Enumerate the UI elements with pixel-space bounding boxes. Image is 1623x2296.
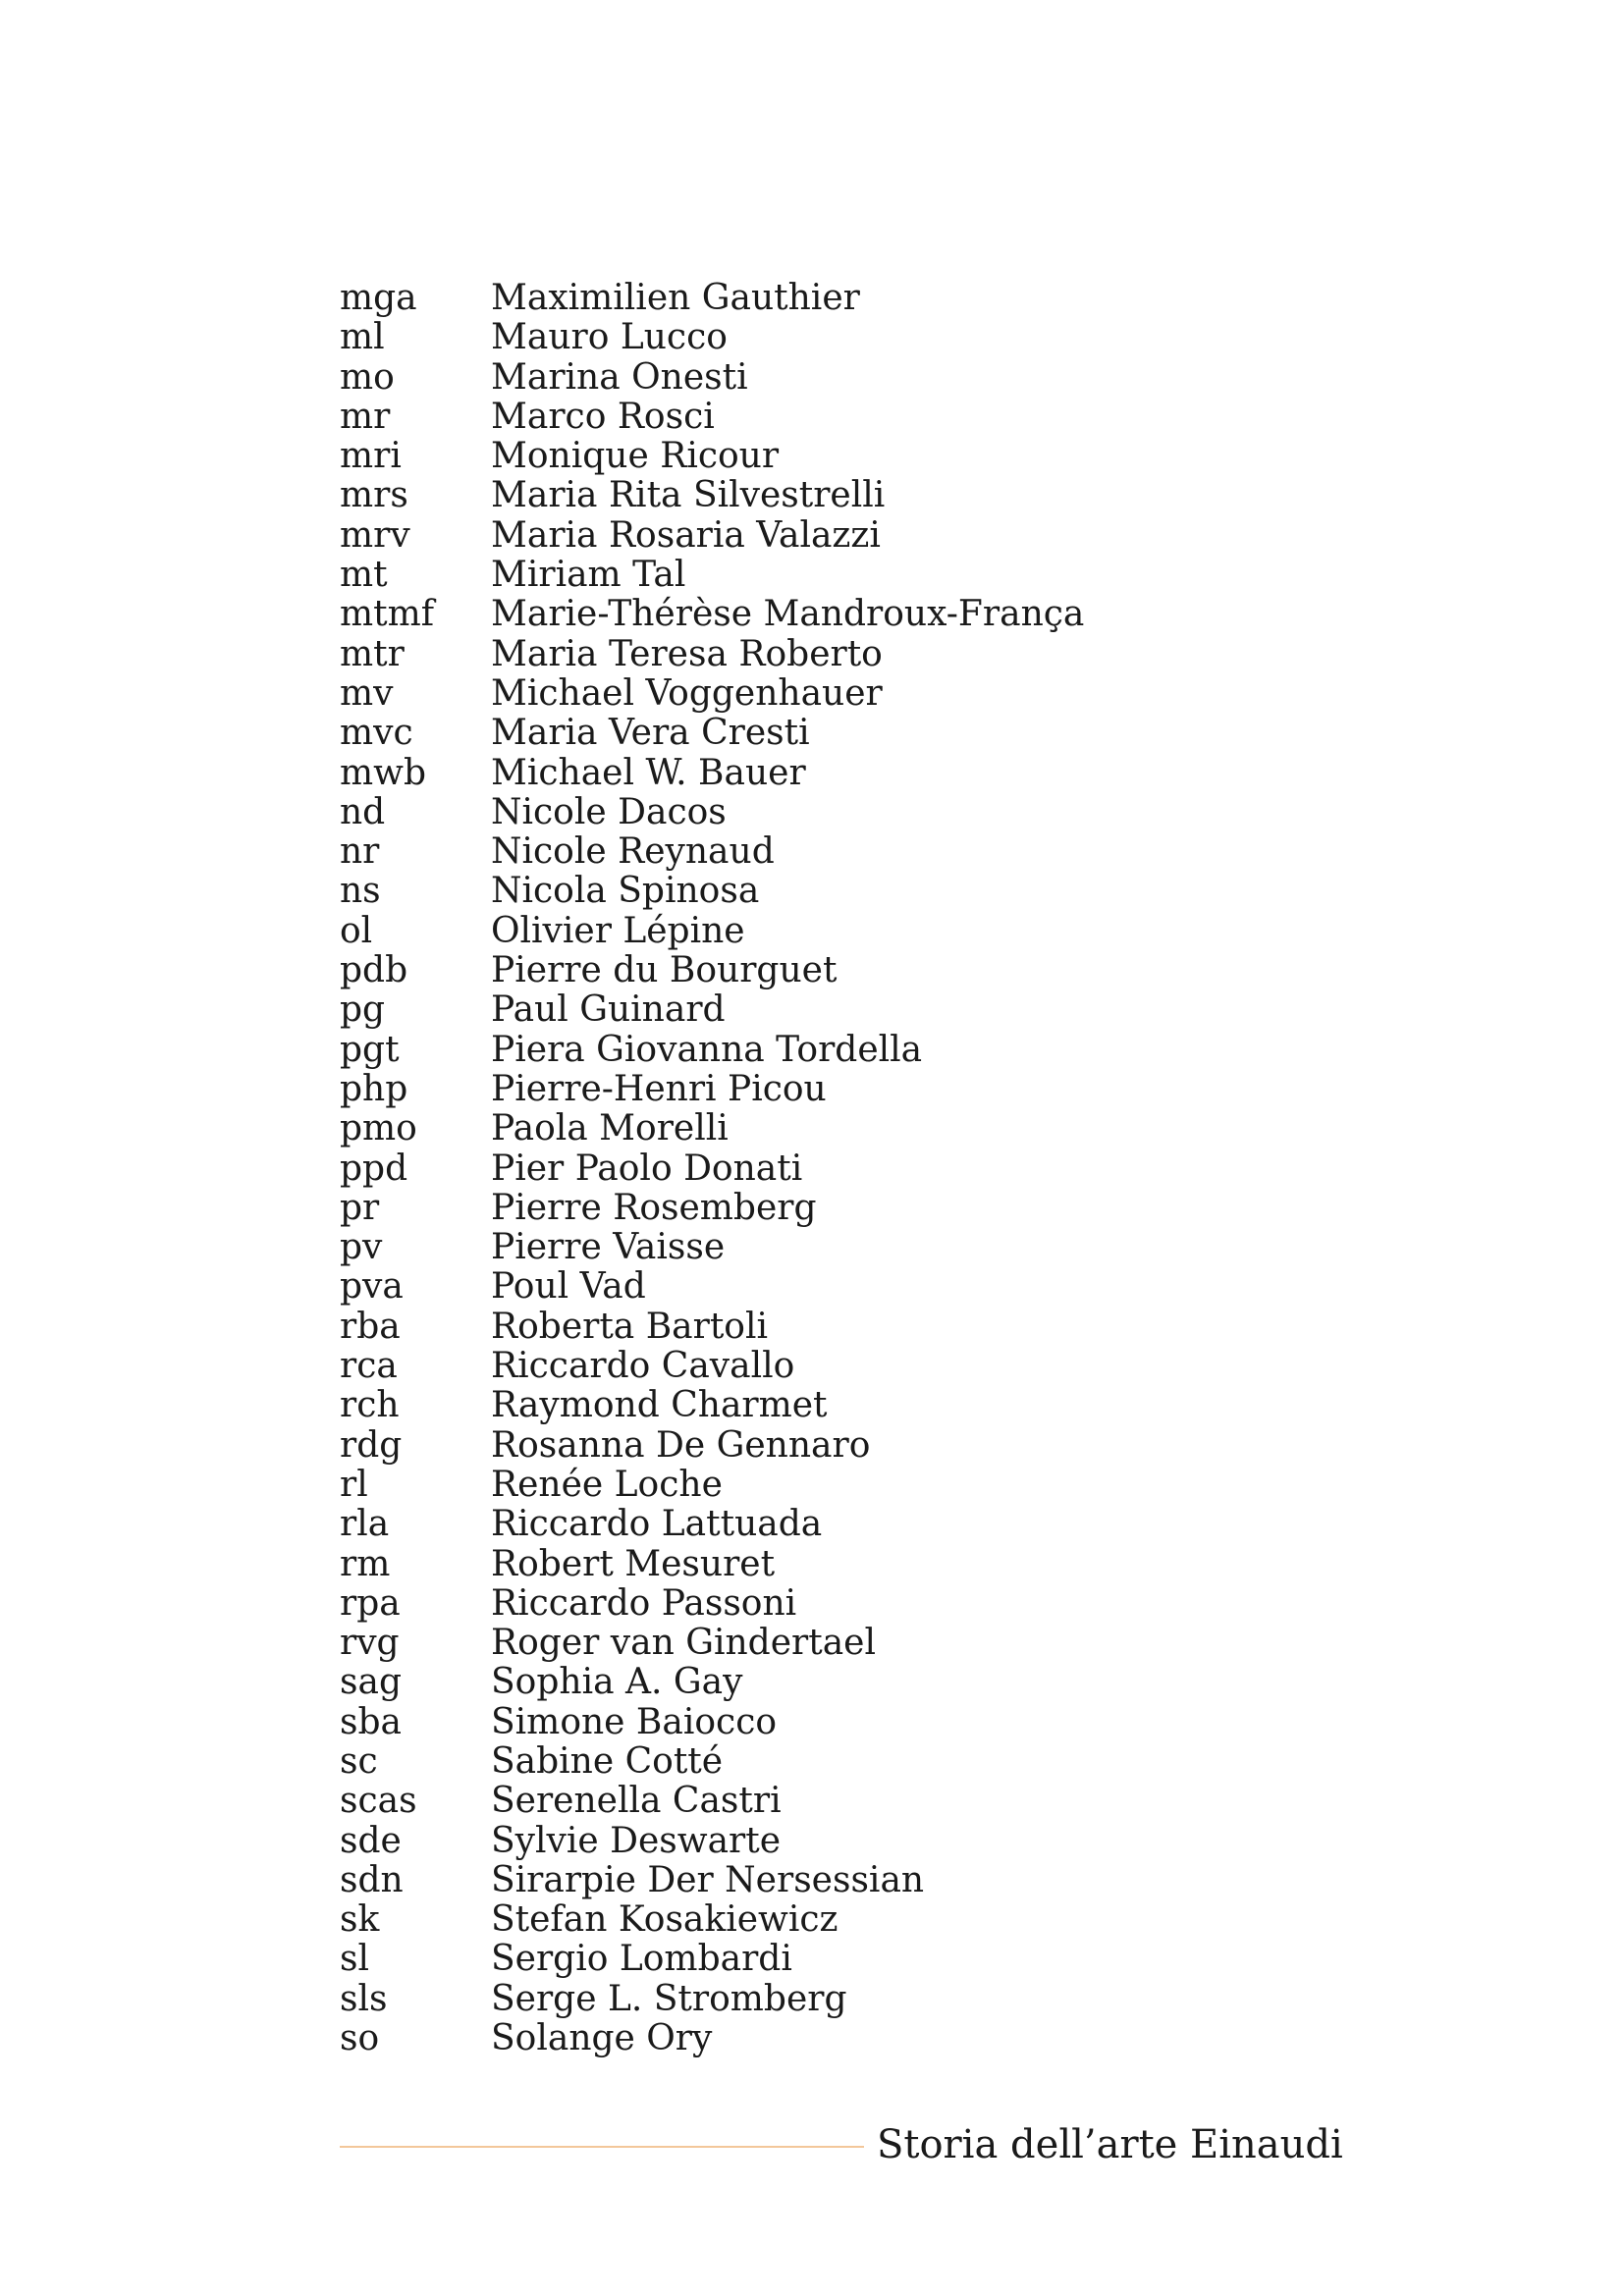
contributor-name: Serenella Castri	[491, 1781, 782, 1822]
contributor-abbreviation: mr	[340, 396, 391, 437]
contributor-entry	[340, 1861, 1084, 1900]
contributor-name: Sabine Cotté	[491, 1740, 724, 1782]
contributor-entry	[340, 1980, 1084, 2019]
contributor-name: Sylvie Deswarte	[491, 1820, 782, 1861]
contributor-name: Pierre du Bourguet	[491, 950, 838, 991]
contributor-entry	[340, 1703, 1084, 1742]
contributor-entry	[340, 635, 1084, 674]
contributor-name: Renée Loche	[491, 1464, 723, 1505]
contributor-abbreviation: rvg	[340, 1623, 400, 1664]
contributor-entry	[340, 1940, 1084, 1979]
contributor-name: Nicole Reynaud	[491, 831, 775, 873]
contributor-name: Pierre Rosemberg	[491, 1187, 817, 1228]
contributor-name: Monique Ricour	[491, 436, 780, 477]
contributor-entry	[340, 912, 1084, 951]
contributor-name: Rosanna De Gennaro	[491, 1424, 871, 1466]
contributor-abbreviation: ns	[340, 871, 381, 912]
contributor-abbreviation: rla	[340, 1504, 390, 1545]
contributor-abbreviation: mt	[340, 555, 388, 596]
contributor-list	[340, 279, 1084, 2058]
contributor-abbreviation: ml	[340, 317, 385, 358]
contributor-entry	[340, 398, 1084, 437]
contributor-abbreviation: sdn	[340, 1859, 404, 1900]
contributor-abbreviation: sc	[340, 1740, 378, 1782]
contributor-abbreviation: mtmf	[340, 594, 435, 635]
contributor-name: Raymond Charmet	[491, 1385, 828, 1426]
contributor-abbreviation: sag	[340, 1662, 402, 1703]
contributor-abbreviation: mtr	[340, 633, 405, 674]
contributor-name: Simone Baiocco	[491, 1701, 778, 1742]
contributor-name: Mauro Lucco	[491, 317, 728, 358]
contributor-name: Sophia A. Gay	[491, 1662, 743, 1703]
footer-title: Storia dell’arte Einaudi	[877, 2122, 1343, 2167]
contributor-name: Solange Ory	[491, 2018, 713, 2059]
contributor-abbreviation: pva	[340, 1266, 404, 1308]
contributor-name: Marco Rosci	[491, 396, 715, 437]
contributor-abbreviation: scas	[340, 1781, 417, 1822]
contributor-name: Sirarpie Der Nersessian	[491, 1859, 925, 1900]
contributor-abbreviation: pv	[340, 1227, 383, 1268]
contributor-abbreviation: rdg	[340, 1424, 403, 1466]
contributor-abbreviation: so	[340, 2018, 380, 2059]
contributor-abbreviation: pgt	[340, 1029, 400, 1070]
contributor-abbreviation: mrv	[340, 514, 410, 556]
contributor-name: Riccardo Cavallo	[491, 1346, 795, 1387]
footer-rule	[340, 2146, 864, 2148]
contributor-name: Nicola Spinosa	[491, 871, 760, 912]
contributor-abbreviation: mo	[340, 356, 395, 398]
contributor-abbreviation: rm	[340, 1543, 391, 1584]
contributor-abbreviation: pg	[340, 989, 386, 1031]
contributor-name: Roberta Bartoli	[491, 1306, 769, 1347]
contributor-entry	[340, 1545, 1084, 1584]
contributor-abbreviation: mrs	[340, 475, 408, 516]
contributor-name: Roger van Gindertael	[491, 1623, 876, 1664]
contributor-abbreviation: rca	[340, 1346, 398, 1387]
contributor-entry	[340, 832, 1084, 872]
contributor-name: Poul Vad	[491, 1266, 646, 1308]
contributor-entry	[340, 1109, 1084, 1148]
contributor-abbreviation: mga	[340, 278, 417, 318]
contributor-entry	[340, 1308, 1084, 1347]
contributor-entry	[340, 1228, 1084, 1267]
contributor-name: Pierre Vaisse	[491, 1227, 726, 1268]
contributor-abbreviation: mv	[340, 672, 394, 714]
contributor-entry	[340, 1386, 1084, 1425]
contributor-entry	[340, 1663, 1084, 1702]
contributor-name: Riccardo Passoni	[491, 1582, 797, 1624]
contributor-entry	[340, 1426, 1084, 1466]
contributor-name: Marina Onesti	[491, 356, 748, 398]
contributor-name: Stefan Kosakiewicz	[491, 1899, 839, 1941]
contributor-entry	[340, 1070, 1084, 1109]
contributor-entry	[340, 1149, 1084, 1189]
contributor-name: Maria Teresa Roberto	[491, 633, 883, 674]
contributor-entry	[340, 1189, 1084, 1228]
contributor-abbreviation: sk	[340, 1899, 380, 1941]
contributor-entry	[340, 1900, 1084, 1940]
contributor-name: Olivier Lépine	[491, 910, 745, 951]
contributor-name: Pierre-Henri Picou	[491, 1068, 827, 1109]
contributor-entry	[340, 1584, 1084, 1624]
contributor-name: Serge L. Stromberg	[491, 1978, 847, 2019]
contributor-abbreviation: sl	[340, 1939, 369, 1980]
contributor-entry	[340, 872, 1084, 911]
contributor-abbreviation: sde	[340, 1820, 402, 1861]
contributor-entry	[340, 516, 1084, 556]
contributor-name: Paul Guinard	[491, 989, 726, 1031]
contributor-abbreviation: php	[340, 1068, 408, 1109]
contributor-entry	[340, 556, 1084, 595]
contributor-entry	[340, 1505, 1084, 1544]
contributor-entry	[340, 754, 1084, 793]
contributor-name: Michael Voggenhauer	[491, 672, 883, 714]
contributor-entry	[340, 1782, 1084, 1821]
contributor-entry	[340, 476, 1084, 515]
contributor-abbreviation: mvc	[340, 713, 413, 754]
contributor-abbreviation: pr	[340, 1187, 380, 1228]
contributor-name: Michael W. Bauer	[491, 752, 806, 793]
contributor-name: Nicole Dacos	[491, 791, 727, 832]
contributor-entry	[340, 2019, 1084, 2058]
contributor-entry	[340, 279, 1084, 318]
contributor-name: Maria Rita Silvestrelli	[491, 475, 886, 516]
contributor-entry	[340, 595, 1084, 634]
contributor-name: Maximilien Gauthier	[491, 278, 860, 318]
contributor-abbreviation: pmo	[340, 1108, 417, 1149]
contributor-abbreviation: ol	[340, 910, 373, 951]
contributor-entry	[340, 437, 1084, 476]
contributor-entry	[340, 1624, 1084, 1663]
contributor-abbreviation: sls	[340, 1978, 388, 2019]
contributor-entry	[340, 714, 1084, 753]
contributor-abbreviation: pdb	[340, 950, 408, 991]
contributor-entry	[340, 1742, 1084, 1782]
contributor-entry	[340, 1031, 1084, 1070]
contributor-name: Marie-Thérèse Mandroux-França	[491, 594, 1085, 635]
contributor-abbreviation: rpa	[340, 1582, 401, 1624]
contributor-abbreviation: ppd	[340, 1148, 408, 1189]
contributor-abbreviation: rch	[340, 1385, 400, 1426]
contributor-entry	[340, 358, 1084, 398]
contributor-entry	[340, 1347, 1084, 1386]
contributor-name: Pier Paolo Donati	[491, 1148, 803, 1189]
contributor-entry	[340, 1466, 1084, 1505]
contributor-name: Maria Rosaria Valazzi	[491, 514, 881, 556]
contributor-abbreviation: nd	[340, 791, 386, 832]
contributor-entry	[340, 1267, 1084, 1307]
contributor-entry	[340, 318, 1084, 357]
contributor-abbreviation: mwb	[340, 752, 426, 793]
contributor-entry	[340, 793, 1084, 832]
contributor-abbreviation: sba	[340, 1701, 402, 1742]
contributor-entry	[340, 1822, 1084, 1861]
contributor-abbreviation: mri	[340, 436, 402, 477]
contributor-entry	[340, 990, 1084, 1030]
contributor-entry	[340, 674, 1084, 714]
contributor-name: Riccardo Lattuada	[491, 1504, 823, 1545]
contributor-abbreviation: rl	[340, 1464, 368, 1505]
contributor-name: Paola Morelli	[491, 1108, 729, 1149]
contributor-name: Robert Mesuret	[491, 1543, 776, 1584]
contributor-name: Piera Giovanna Tordella	[491, 1029, 923, 1070]
contributor-abbreviation: nr	[340, 831, 380, 873]
contributor-name: Sergio Lombardi	[491, 1939, 792, 1980]
contributor-name: Maria Vera Cresti	[491, 713, 810, 754]
contributor-entry	[340, 951, 1084, 990]
contributor-name: Miriam Tal	[491, 555, 686, 596]
contributor-abbreviation: rba	[340, 1306, 401, 1347]
